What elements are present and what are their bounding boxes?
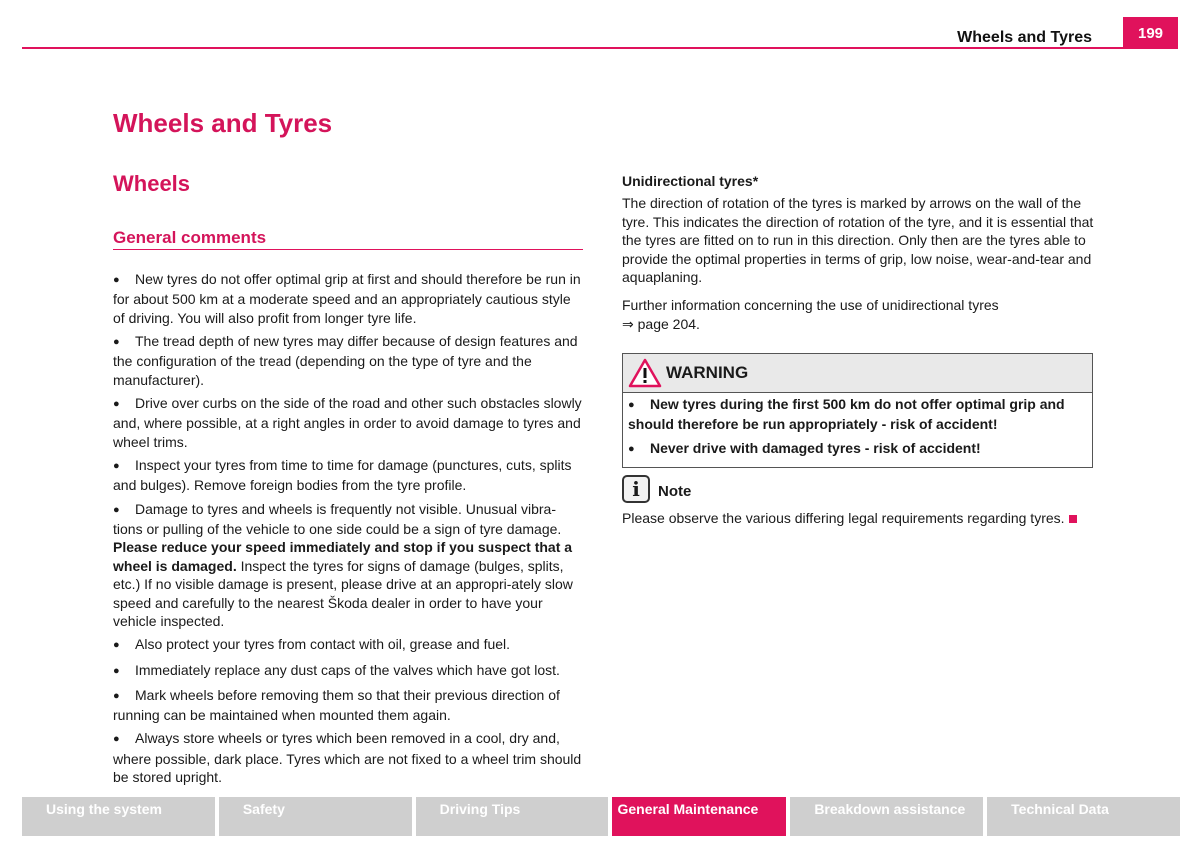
bullet-icon: ●: [113, 274, 120, 286]
warning-triangle-icon: [628, 358, 662, 388]
warning-item: ● Never drive with damaged tyres - risk of accident!: [628, 439, 1087, 459]
note-header: [622, 473, 1097, 503]
note-text: Please observe the various differing legal requirements regarding tyres.: [622, 509, 1097, 527]
unidirectional-title: Unidirectional tyres*: [622, 173, 759, 189]
list-item: ● New tyres do not offer optimal grip at first and should therefore be run in for about 500 km at a moderate speed and an appropriately cautious style of driving. You will also profit from longer tyre life.: [113, 271, 581, 326]
bullet-icon: ●: [113, 639, 120, 652]
info-icon: i: [622, 475, 650, 503]
tab-breakdown-assistance[interactable]: Breakdown assistance: [790, 797, 983, 836]
list-item: ● Damage to tyres and wheels is frequently not visible. Unusual vibra-tions or pulling of the vehicle to one side could be a sign of tyre damage. Please reduce your speed immediately and stop if you suspect that a wheel is damaged. Inspect the tyres for signs of damage (bulges, splits, etc.) If no visible damage is present, please drive at an appropri-ately slow speed and carefully to the nearest Škoda dealer in order to have your vehicle inspected.: [113, 500, 573, 630]
warning-item: ● New tyres during the first 500 km do not offer optimal grip and should therefore be run appropriately - risk of accident!: [628, 396, 1065, 433]
header-section-title: Wheels and Tyres: [957, 29, 1092, 46]
warning-title: WARNING: [666, 363, 749, 382]
bullet-list: [113, 270, 583, 791]
unidirectional-paragraph: The direction of rotation of the tyres is marked by arrows on the wall of the tyre. This indicates the direction of rotation of the tyre, and it is essential that the tyres are fitted on to run in this direction. Only then are the tyres able to provide the optimal properties in terms of grip, low noise, wear-and-tear and aquaplaning.: [622, 195, 1094, 286]
bullet-icon: ●: [113, 336, 120, 349]
list-item: ● Inspect your tyres from time to time for damage (punctures, cuts, splits and bulges). Remove foreign bodies from the tyre profile.: [113, 457, 572, 494]
bullet-icon: ●: [628, 442, 635, 455]
bullet-icon: ●: [628, 399, 635, 411]
bullet-icon: ●: [113, 460, 120, 473]
bullet-icon: ●: [113, 664, 120, 677]
tab-driving-tips[interactable]: Driving Tips: [416, 797, 609, 836]
page-title: Wheels and Tyres: [113, 108, 333, 138]
header-rule: [22, 47, 1178, 49]
page-subtitle: Wheels: [113, 171, 191, 196]
page-reference-link[interactable]: ⇒ page 204.: [622, 315, 700, 332]
list-item: ● Drive over curbs on the side of the road and other such obstacles slowly and, where possible, at a right angles in order to avoid damage to tyres and wheel trims.: [113, 395, 582, 450]
warning-body: [623, 393, 1092, 467]
bullet-icon: ●: [113, 689, 120, 702]
bullet-icon: ●: [113, 503, 120, 516]
warning-header: [623, 354, 1092, 393]
tab-safety[interactable]: Safety: [219, 797, 412, 836]
warning-box: [622, 353, 1093, 468]
list-item: ● Always store wheels or tyres which been removed in a cool, dry and, where possible, dark place. Tyres which are not fixed to a wheel trim should be stored upright.: [113, 730, 582, 786]
list-item: ● Also protect your tyres from contact with oil, grease and fuel.: [113, 635, 583, 655]
list-item: ● The tread depth of new tyres may differ because of design features and the configuration of the tread (depending on the type of tyre and the manufacturer).: [113, 333, 578, 388]
section-heading: General comments: [113, 228, 583, 250]
tab-general-maintenance[interactable]: General Maintenance: [612, 797, 786, 836]
bullet-icon: ●: [113, 398, 120, 411]
end-of-section-icon: [1069, 515, 1077, 523]
bold-instruction: Please reduce your speed immediately and stop if you suspect that a wheel is damaged.: [113, 539, 573, 574]
page-number: 199: [1123, 17, 1178, 49]
tab-technical-data[interactable]: Technical Data: [987, 797, 1180, 836]
bullet-icon: ●: [113, 733, 120, 746]
tab-using-the-system[interactable]: Using the system: [22, 797, 215, 836]
list-item: ● Immediately replace any dust caps of the valves which have got lost.: [113, 661, 583, 681]
note-box: [622, 473, 1097, 527]
footer-nav: [22, 797, 1180, 836]
further-info: Further information concerning the use of unidirectional tyres: [622, 297, 999, 314]
unidirectional-section: [622, 172, 1094, 333]
note-title: Note: [658, 482, 692, 500]
list-item: ● Mark wheels before removing them so that their previous direction of running can be maintained when mounted them again.: [113, 686, 560, 724]
